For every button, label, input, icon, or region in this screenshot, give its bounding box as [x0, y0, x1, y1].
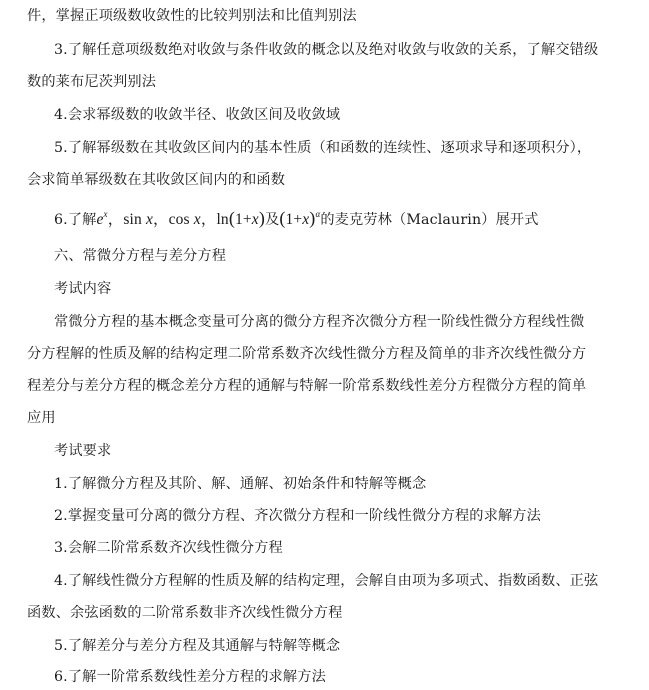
paren-close: ) [309, 208, 316, 228]
ln-one-plus: 1+ [234, 211, 252, 228]
ln-function: ln [216, 211, 229, 228]
separator: ， [200, 211, 217, 228]
cos-variable: x [193, 211, 201, 228]
text-line-11: 分方程解的性质及解的结构定理二阶常系数齐次线性微分方程及简单的非齐次线性微分方 [27, 346, 587, 362]
formula-prefix: 6.了解 [54, 212, 97, 228]
text-line-3: 数的莱布尼茨判别法 [27, 74, 157, 90]
pow-one-plus: 1+ [285, 211, 303, 228]
requirement-6: 6.了解一阶常系数线性差分方程的求解方法 [54, 669, 326, 685]
text-line-5: 5.了解幂级数在其收敛区间内的基本性质（和函数的连续性、逐项求导和逐项积分）， [54, 140, 592, 156]
sin-function: sin [123, 211, 142, 228]
text-line-2: 3.了解任意项级数绝对收敛与条件收敛的概念以及绝对收敛与收敛的关系，了解交错级 [54, 42, 599, 58]
subheading-requirements: 考试要求 [54, 443, 112, 459]
requirement-1: 1.了解微分方程及其阶、解、通解、初始条件和特解等概念 [54, 476, 427, 492]
maclaurin-formula [96, 208, 265, 228]
conjunction: 及 [264, 212, 280, 228]
text-line-7-formula [54, 208, 539, 230]
sin-variable: x [145, 211, 153, 228]
paren-open: ( [279, 208, 286, 228]
section-heading: 六、常微分方程与差分方程 [54, 248, 227, 264]
exp-base: e [96, 211, 104, 228]
exp-superscript: x [103, 209, 108, 219]
requirement-5: 5.了解差分与差分方程及其通解与特解等概念 [54, 638, 341, 654]
pow-variable: x [302, 211, 310, 228]
requirement-2: 2.掌握变量可分离的微分方程、齐次微分方程和一阶线性微分方程的求解方法 [54, 508, 541, 524]
text-line-13: 应用 [27, 410, 56, 426]
requirement-3: 3.会解二阶常系数齐次线性微分方程 [54, 540, 283, 556]
text-line-1: 件，掌握正项级数收敛性的比较判别法和比值判别法 [27, 8, 357, 24]
text-line-6: 会求简单幂级数在其收敛区间内的和函数 [27, 172, 286, 188]
power-formula [279, 208, 321, 228]
paren-open: ( [228, 208, 235, 228]
requirement-4-cont: 函数、余弦函数的二阶常系数非齐次线性微分方程 [27, 605, 343, 621]
text-line-10: 常微分方程的基本概念变量可分离的微分方程齐次微分方程一阶线性微分方程线性微 [54, 314, 585, 330]
separator: ， [152, 211, 169, 228]
alpha-exponent: α [315, 209, 321, 219]
cos-function: cos [168, 211, 190, 228]
formula-suffix: 的麦克劳林（Maclaurin）展开式 [320, 212, 539, 228]
subheading-content: 考试内容 [54, 281, 112, 297]
separator: ， [107, 211, 124, 228]
text-line-12: 程差分与差分方程的概念差分方程的通解与特解一阶常系数线性差分方程微分方程的简单 [27, 378, 587, 394]
ln-variable: x [251, 211, 259, 228]
text-line-4: 4.会求幂级数的收敛半径、收敛区间及收敛域 [54, 107, 341, 123]
requirement-4: 4.了解线性微分方程解的性质及解的结构定理，会解自由项为多项式、指数函数、正弦 [54, 573, 599, 589]
paren-close: ) [258, 208, 265, 228]
